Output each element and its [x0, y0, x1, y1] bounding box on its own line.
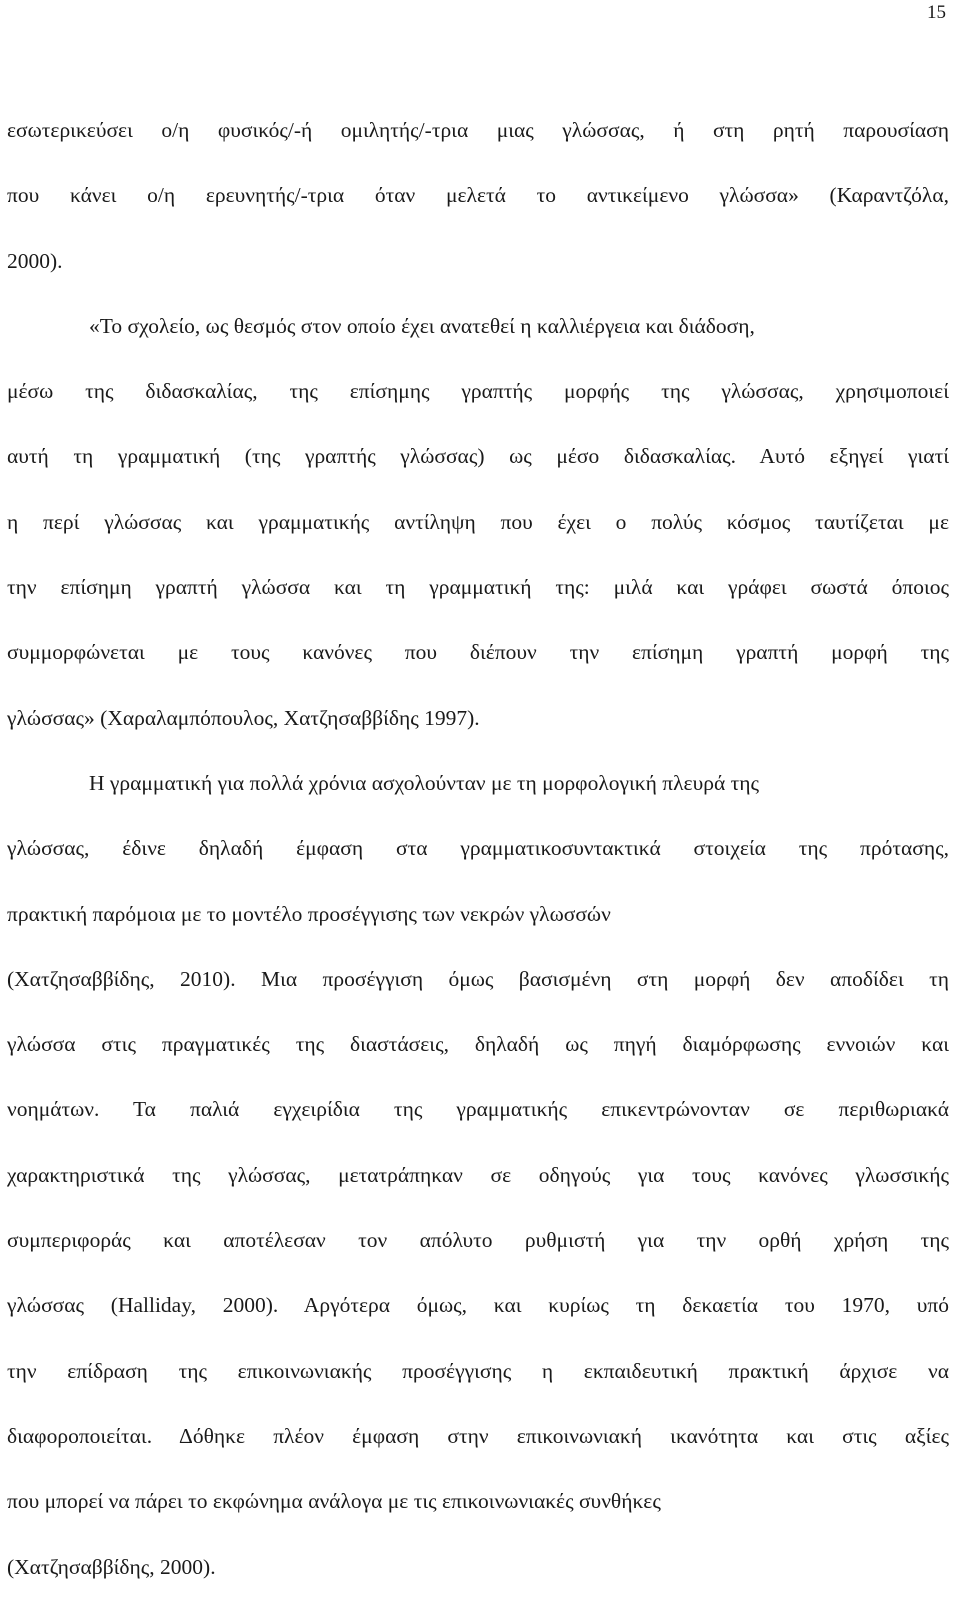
text-line: την επίσημη γραπτή γλώσσα και τη γραμματική της: μιλά και γράφει σωστά όποιος — [7, 575, 949, 600]
paragraph-2-quote — [7, 294, 949, 751]
document-body — [7, 98, 949, 1600]
paragraph-1 — [7, 98, 949, 294]
text-line: γλώσσας» (Χαραλαμπόπουλος, Χατζησαββίδης 1997). — [7, 705, 480, 730]
text-line: χαρακτηριστικά της γλώσσας, μετατράπηκαν σε οδηγούς για τους κανόνες γλωσσικής — [7, 1162, 949, 1187]
text-line: που μπορεί να πάρει το εκφώνημα ανάλογα με τις επικοινωνιακές συνθήκες — [7, 1489, 661, 1514]
text-line: μέσω της διδασκαλίας, της επίσημης γραπτής μορφής της γλώσσας, χρησιμοποιεί — [7, 379, 949, 404]
text-line: η περί γλώσσας και γραμματικής αντίληψη που έχει ο πολύς κόσμος ταυτίζεται με — [7, 509, 949, 534]
text-line: γλώσσας, έδινε δηλαδή έμφαση στα γραμματικοσυντακτικά στοιχεία της πρότασης, — [7, 836, 949, 861]
text-line: που κάνει ο/η ερευνητής/-τρια όταν μελετά το αντικείμενο γλώσσα» (Καραντζόλα, — [7, 183, 949, 208]
text-line: πρακτική παρόμοια με το μοντέλο προσέγγισης των νεκρών γλωσσών — [7, 901, 611, 926]
paragraph-3 — [7, 751, 949, 1600]
text-line: συμμορφώνεται με τους κανόνες που διέπουν την επίσημη γραπτή μορφή της — [7, 640, 949, 665]
text-line: την επίδραση της επικοινωνιακής προσέγγισης η εκπαιδευτική πρακτική άρχισε να — [7, 1358, 949, 1383]
text-line: εσωτερικεύσει ο/η φυσικός/-ή ομιλητής/-τρια μιας γλώσσας, ή στη ρητή παρουσίαση — [7, 118, 949, 142]
text-line: αυτή τη γραμματική (της γραπτής γλώσσας) ως μέσο διδασκαλίας. Αυτό εξηγεί γιατί — [7, 444, 949, 469]
text-line: (Χατζησαββίδης, 2000). — [7, 1554, 216, 1579]
page-number: 15 — [927, 2, 946, 23]
text-line: «Το σχολείο, ως θεσμός στον οποίο έχει ανατεθεί η καλλιέργεια και διάδοση, — [89, 313, 755, 338]
text-line: (Χατζησαββίδης, 2010). Μια προσέγγιση όμως βασισμένη στη μορφή δεν αποδίδει τη — [7, 966, 949, 991]
text-line: 2000). — [7, 248, 63, 273]
text-line: νοημάτων. Τα παλιά εγχειρίδια της γραμματικής επικεντρώνονταν σε περιθωριακά — [7, 1097, 949, 1122]
text-line: συμπεριφοράς και αποτέλεσαν τον απόλυτο ρυθμιστή για την ορθή χρήση της — [7, 1228, 949, 1253]
text-line: Η γραμματική για πολλά χρόνια ασχολούνταν με τη μορφολογική πλευρά της — [89, 770, 759, 795]
text-line: γλώσσας (Halliday, 2000). Αργότερα όμως, και κυρίως τη δεκαετία του 1970, υπό — [7, 1293, 949, 1318]
text-line: γλώσσα στις πραγματικές της διαστάσεις, δηλαδή ως πηγή διαμόρφωσης εννοιών και — [7, 1032, 949, 1057]
text-line: διαφοροποιείται. Δόθηκε πλέον έμφαση στην επικοινωνιακή ικανότητα και στις αξίες — [7, 1423, 949, 1448]
